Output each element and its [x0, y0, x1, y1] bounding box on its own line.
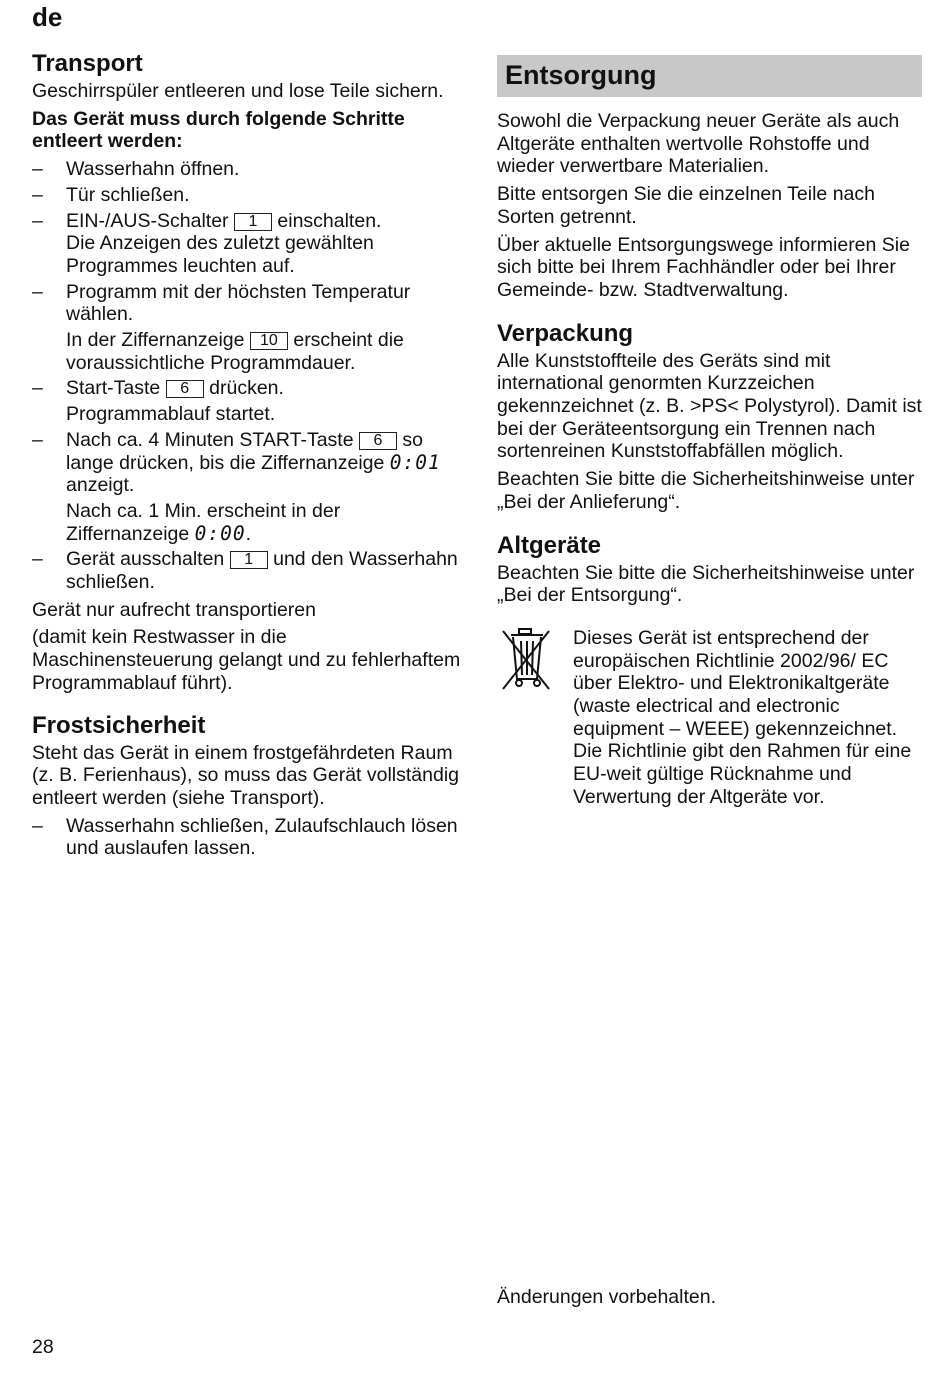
entsorgung-paragraph: Sowohl die Verpackung neuer Geräte als auch Altgeräte enthalten wertvolle Rohstoffe und wieder verwertbare Materialien.	[497, 110, 900, 178]
digital-display-value: 0:01	[389, 450, 441, 474]
footer-note: Änderungen vorbehalten.	[497, 1286, 717, 1308]
list-item: – Programm mit der höchsten Temperatur wählen. In der Ziffernanzeige 10 erscheint die voraussichtliche Programmdauer.	[32, 281, 462, 375]
digital-display-value: 0:00	[194, 521, 246, 545]
button-ref-box: 6	[166, 380, 204, 398]
verpackung-paragraph: Alle Kunststoffteile des Geräts sind mit international genormten Kurzzeichen gekennzeichnet (z. B. >PS< Polystyrol). Damit ist bei der Geräteentsorgung ein Trennen nach sortenreinen Kunststoffabfällen möglich.	[497, 349, 922, 463]
button-ref-box: 6	[359, 432, 397, 450]
verpackung-heading: Verpackung	[497, 319, 634, 347]
crossed-out-wheelie-bin-icon	[497, 627, 561, 809]
steps-heading: Das Gerät muss durch folgende Schritte entleert werden:	[32, 107, 405, 153]
transport-note: Gerät nur aufrecht transportieren	[32, 598, 316, 621]
entsorgung-paragraph: Über aktuelle Entsorgungswege informieren Sie sich bitte bei Ihrem Fachhändler oder bei Ihrer Gemeinde- bzw. Stadtverwaltung.	[497, 233, 910, 301]
list-item: – Tür schließen.	[32, 184, 462, 207]
entsorgung-paragraph: Bitte entsorgen Sie die einzelnen Teile nach Sorten getrennt.	[497, 183, 875, 228]
list-item: – Wasserhahn schließen, Zulaufschlauch lösen und auslaufen lassen.	[32, 815, 462, 860]
language-marker: de	[32, 2, 63, 32]
transport-intro: Geschirrspüler entleeren und lose Teile sichern.	[32, 80, 444, 102]
weee-notice	[497, 627, 922, 809]
transport-steps	[32, 158, 462, 594]
list-item: – Gerät ausschalten 1 und den Wasserhahn schließen.	[32, 548, 462, 593]
weee-text: Dieses Gerät ist entsprechend der europäischen Richtlinie 2002/96/ EC über Elektro- und Elektronikaltgeräte (waste electrical and electronic equipment – WEEE) gekennzeichnet. Die Richtlinie gibt den Rahmen für eine EU-weit gültige Rücknahme und Verwertung der Altgeräte vor.	[573, 626, 912, 808]
list-item: – EIN-/AUS-Schalter 1 einschalten. Die Anzeigen des zuletzt gewählten Programmes leuchten auf.	[32, 210, 462, 278]
page-number: 28	[32, 1336, 54, 1358]
frost-heading: Frostsicherheit	[32, 711, 206, 739]
display-ref-box: 10	[250, 332, 288, 350]
transport-heading: Transport	[32, 50, 143, 77]
list-item: – Wasserhahn öffnen.	[32, 158, 462, 181]
entsorgung-heading: Entsorgung	[497, 55, 922, 97]
left-column	[32, 50, 462, 865]
verpackung-paragraph: Beachten Sie bitte die Sicherheitshinweise unter „Bei der Anlieferung“.	[497, 468, 915, 513]
right-column	[497, 55, 922, 809]
button-ref-box: 1	[234, 213, 272, 231]
frost-text: Steht das Gerät in einem frostgefährdeten Raum (z. B. Ferienhaus), so muss das Gerät vollständig entleert werden (siehe Transport).	[32, 741, 460, 809]
altgeraete-heading: Altgeräte	[497, 531, 602, 559]
list-item: – Start-Taste 6 drücken. Programmablauf startet.	[32, 377, 462, 425]
list-item: – Nach ca. 4 Minuten START-Taste 6 so lange drücken, bis die Ziffernanzeige 0:01 anzeigt. Nach ca. 1 Min. erscheint in der Ziffernanzeige 0:00.	[32, 429, 462, 546]
altgeraete-paragraph: Beachten Sie bitte die Sicherheitshinweise unter „Bei der Entsorgung“.	[497, 561, 915, 607]
transport-note-detail: (damit kein Restwasser in die Maschinensteuerung gelangt und zu fehlerhaftem Programmablauf führt).	[32, 626, 461, 694]
button-ref-box: 1	[230, 551, 268, 569]
frost-steps	[32, 815, 462, 860]
